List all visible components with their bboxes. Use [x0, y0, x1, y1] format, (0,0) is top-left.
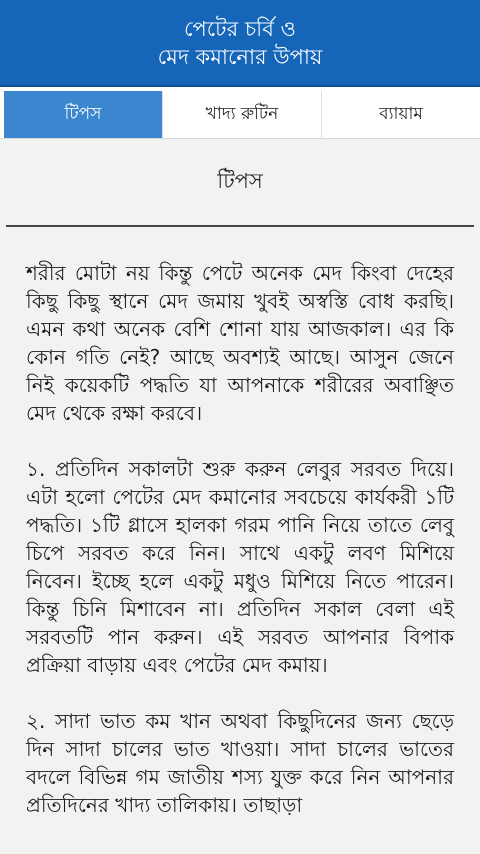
article-body: [0, 227, 480, 819]
article-paragraph-2: ২. সাদা ভাত কম খান অথবা কিছুদিনের জন্য ছেড়ে দিন সাদা চালের ভাত খাওয়া। সাদা চালের ভাতের বদলে বিভিন্ন গম জাতীয় শস্য যুক্ত করে নিন আপনার প্রতিদিনের খাদ্য তালিকায়। তাছাড়া: [26, 709, 454, 817]
app-title-line-2: মেদ কমানোর উপায়: [157, 44, 323, 69]
tab-food-routine[interactable]: খাদ্য রুটিন: [162, 91, 321, 138]
section-title: টিপস: [217, 169, 263, 193]
tab-exercise[interactable]: ব্যায়াম: [321, 91, 480, 138]
content-area[interactable]: [0, 139, 480, 819]
app-title-line-1: পেটের চর্বি ও: [183, 16, 297, 41]
article-paragraph-1: ১. প্রতিদিন সকালটা শুরু করুন লেবুর সরবত দিয়ে। এটা হলো পেটের মেদ কমানোর সবচেয়ে কার্যকরী ১টি পদ্ধতি। ১টি গ্লাসে হালকা গরম পানি নিয়ে তাতে লেবু চিপে সরবত করে নিন। সাথে একটু লবণ মিশিয়ে নিবেন। ইচ্ছে হলে একটু মধুও মিশিয়ে নিতে পারেন। কিন্তু চিনি মিশাবেন না। প্রতিদিন সকাল বেলা এই সরবতটি পান করুন। এই সরবত আপনার বিপাক প্রক্রিয়া বাড়ায় এবং পেটের মেদ কমায়।: [26, 457, 454, 677]
tab-bar: [0, 87, 480, 139]
app-title-bar: [0, 0, 480, 87]
article-paragraph-intro: শরীর মোটা নয় কিন্তু পেটে অনেক মেদ কিংবা দেহের কিছু কিছু স্থানে মেদ জমায় খুবই অস্বস্তি বোধ করছি। এমন কথা অনেক বেশি শোনা যায় আজকাল। এর কি কোন গতি নেই? আছে অবশ্যই আছে। আসুন জেনে নিই কয়েকটি পদ্ধতি যা আপনাকে শরীরের অবাঞ্ছিত মেদ থেকে রক্ষা করবে।: [26, 261, 454, 425]
tab-tips[interactable]: টিপস: [4, 91, 162, 138]
